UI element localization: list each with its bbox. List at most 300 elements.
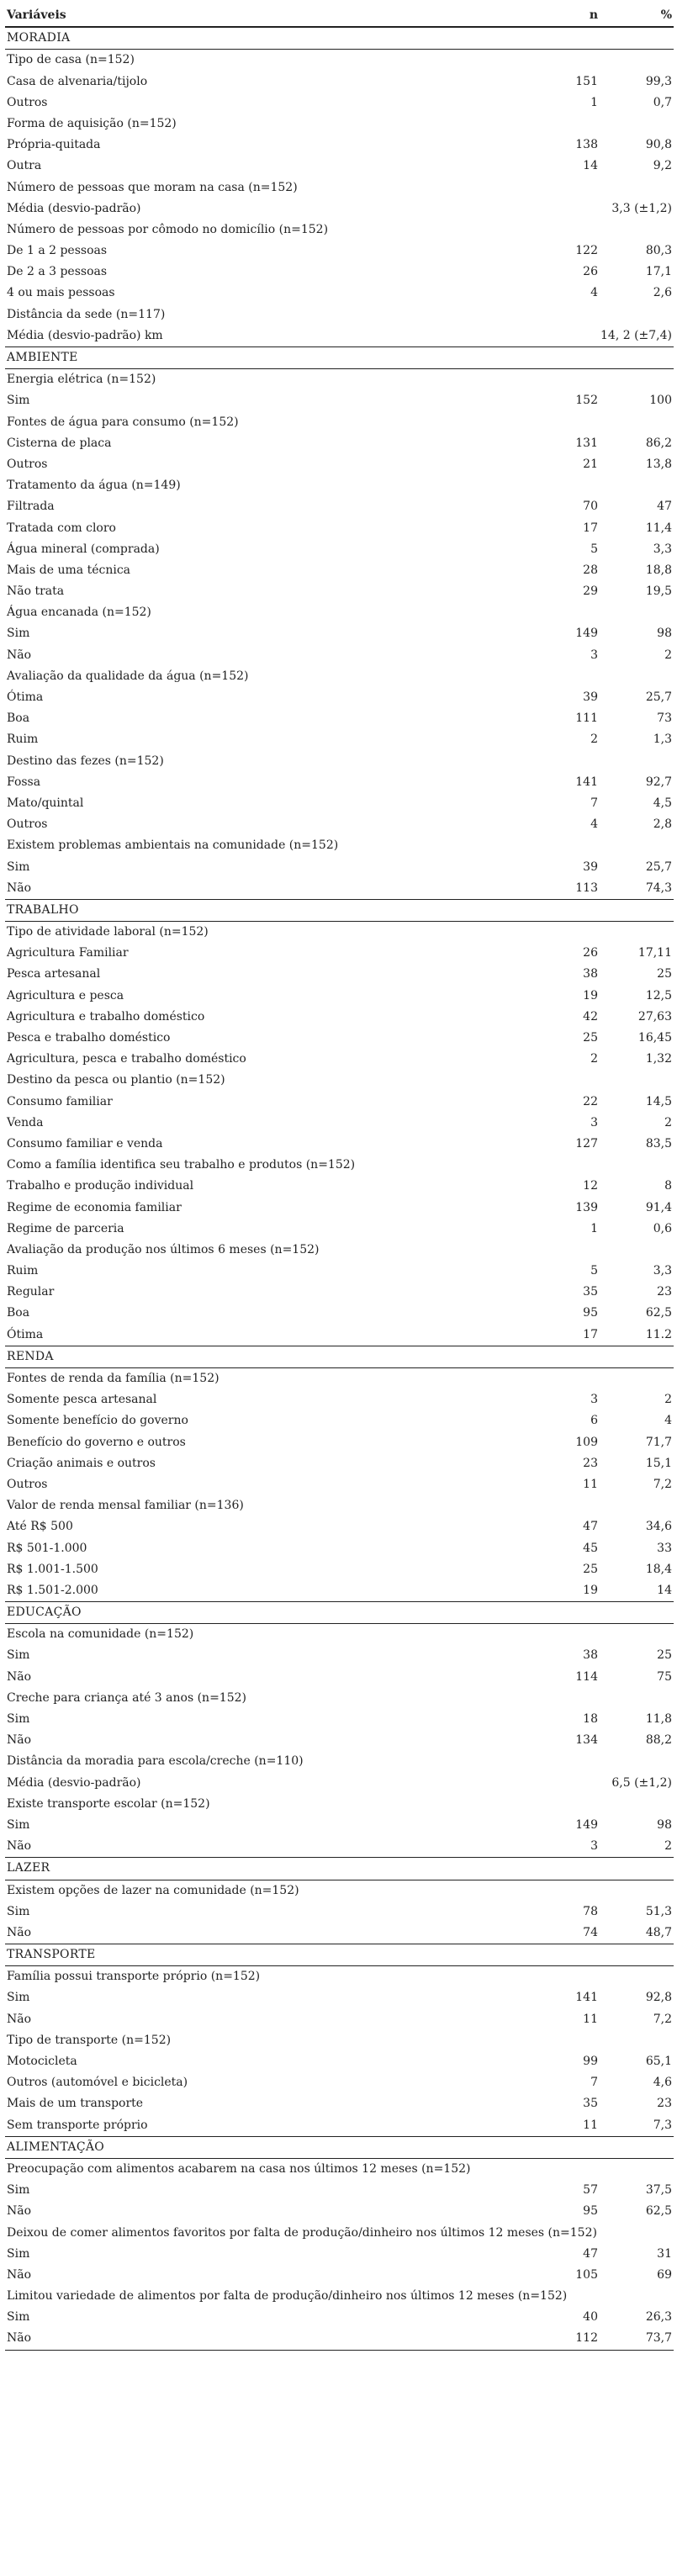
table-row: [5, 1113, 674, 1134]
table-row: [5, 1815, 674, 1836]
count-cell: 3: [590, 648, 598, 662]
header-n: n: [589, 8, 598, 22]
section-header: [5, 1857, 674, 1880]
category-row: [5, 1495, 674, 1516]
percent-cell: 7,3: [653, 2118, 672, 2132]
percent-cell: 2,6: [653, 286, 672, 300]
count-cell: 149: [575, 1817, 598, 1832]
row-label: Não: [7, 881, 32, 895]
row-label: Distância da moradia para escola/creche (n=110): [7, 1754, 304, 1769]
count-cell: 11: [583, 2118, 598, 2132]
count-cell: 127: [575, 1136, 598, 1150]
count-cell: 152: [575, 394, 598, 408]
table-row: [5, 71, 674, 93]
row-label: Boa: [7, 711, 30, 726]
count-cell: 17: [583, 521, 598, 535]
count-cell: 149: [575, 627, 598, 641]
percent-cell: 2: [664, 648, 672, 662]
percent-cell: 15,1: [645, 1456, 672, 1470]
row-label: Fontes de renda da família (n=152): [7, 1372, 219, 1385]
row-label: Não: [7, 2012, 32, 2026]
table-row: [5, 496, 674, 517]
section-title: LAZER: [7, 1861, 50, 1875]
category-row: [5, 1880, 674, 1902]
table-row: [5, 198, 674, 220]
count-cell: 12: [583, 1179, 598, 1193]
percent-cell: 91,4: [645, 1200, 672, 1214]
row-label: Fossa: [7, 775, 41, 789]
percent-cell: 71,7: [645, 1435, 672, 1449]
percent-cell: 23: [657, 2097, 672, 2111]
count-cell: 70: [583, 500, 598, 514]
count-cell: 5: [590, 542, 598, 556]
table-row: [5, 1389, 674, 1410]
section-title: RENDA: [7, 1349, 54, 1363]
row-label: Consumo familiar: [7, 1094, 113, 1108]
percent-cell: 3,3: [653, 1264, 672, 1278]
table-row: [5, 2265, 674, 2286]
table-row: [5, 1559, 674, 1580]
percent-cell: 25: [657, 1648, 672, 1663]
percent-cell: 92,7: [645, 775, 672, 789]
percent-cell: 11,4: [645, 521, 672, 535]
row-label: Não trata: [7, 584, 65, 599]
percent-cell: 51,3: [645, 1904, 672, 1918]
section-title: ALIMENTAÇÃO: [7, 2140, 105, 2154]
header-variables: Variáveis: [7, 8, 66, 22]
table-row: [5, 1474, 674, 1495]
table-row: [5, 1219, 674, 1240]
section-title: AMBIENTE: [7, 351, 78, 364]
category-row: [5, 835, 674, 856]
table-row: [5, 1773, 674, 1794]
percent-cell: 18,8: [645, 563, 672, 577]
percent-cell: 12,5: [645, 988, 672, 1002]
section-header: [5, 1601, 674, 1624]
percent-cell: 65,1: [645, 2055, 672, 2068]
percent-cell: 17,1: [645, 265, 672, 279]
table-header: [5, 5, 674, 27]
percent-cell: 13,8: [645, 457, 672, 471]
count-cell: 95: [583, 1306, 598, 1320]
table-row: [5, 878, 674, 899]
row-label: Mato/quintal: [7, 796, 84, 810]
count-cell: 23: [583, 1456, 598, 1470]
percent-cell: 100: [649, 394, 672, 408]
row-label: Número de pessoas que moram na casa (n=152): [7, 180, 298, 194]
row-label: Mais de um transporte: [7, 2097, 144, 2111]
category-row: [5, 1751, 674, 1772]
count-cell: 7: [590, 2076, 598, 2090]
row-label: Não: [7, 2267, 32, 2282]
percent-cell: 4,5: [653, 796, 672, 810]
category-row: [5, 1794, 674, 1815]
section-title: MORADIA: [7, 31, 71, 45]
table-row: [5, 687, 674, 708]
count-cell: 38: [583, 967, 598, 981]
percent-cell: 27,63: [637, 1009, 672, 1024]
percent-cell: 69: [657, 2267, 672, 2282]
row-label: Destino das fezes (n=152): [7, 754, 164, 768]
percent-cell: 98: [657, 1817, 672, 1832]
percent-cell: 99,3: [645, 74, 672, 88]
percent-cell: 75: [657, 1669, 672, 1684]
percent-cell: 25,7: [645, 860, 672, 874]
row-label: Venda: [7, 1115, 44, 1129]
percent-cell: 26,3: [645, 2310, 672, 2325]
row-label: Média (desvio-padrão): [7, 201, 141, 215]
row-label: Sim: [7, 2310, 30, 2325]
category-row: [5, 177, 674, 198]
row-label: Valor de renda mensal familiar (n=136): [7, 1499, 244, 1513]
percent-cell: 14: [657, 1583, 672, 1597]
count-cell: 25: [583, 1031, 598, 1045]
row-label: Somente benefício do governo: [7, 1414, 188, 1428]
count-cell: 35: [583, 2097, 598, 2111]
count-cell: 114: [575, 1669, 598, 1684]
row-label: Não: [7, 2204, 32, 2219]
row-label: Existem problemas ambientais na comunidade (n=152): [7, 838, 339, 853]
row-label: Não: [7, 1733, 32, 1748]
table-row: [5, 1836, 674, 1857]
count-cell: 28: [583, 563, 598, 577]
row-label: Deixou de comer alimentos favoritos por falta de produção/dinheiro nos últimos 12 meses (n=152): [7, 2225, 597, 2240]
count-cell: 78: [583, 1904, 598, 1918]
percent-cell: 90,8: [645, 138, 672, 152]
row-label: Distância da sede (n=117): [7, 307, 166, 321]
row-label: Tipo de transporte (n=152): [7, 2033, 172, 2047]
table-row: [5, 729, 674, 750]
row-label: Boa: [7, 1306, 30, 1320]
table-row: [5, 1645, 674, 1666]
section-header: [5, 27, 674, 50]
row-label: Outros: [7, 457, 48, 471]
percent-cell: 73: [657, 711, 672, 726]
category-row: [5, 1070, 674, 1091]
row-label: Sim: [7, 860, 30, 874]
table-row: [5, 2072, 674, 2093]
table-row: [5, 93, 674, 114]
row-label: Água mineral (comprada): [7, 542, 160, 556]
percent-cell: 86,2: [645, 436, 672, 450]
row-label: Outros (automóvel e bicicleta): [7, 2076, 188, 2090]
table-row: [5, 454, 674, 475]
row-label: Ruim: [7, 1264, 39, 1278]
row-label: Creche para criança até 3 anos (n=152): [7, 1690, 246, 1705]
percent-cell: 11,8: [645, 1712, 672, 1726]
count-cell: 111: [575, 711, 598, 726]
row-label: Sim: [7, 2246, 30, 2261]
table-row: [5, 857, 674, 878]
count-cell: 4: [590, 286, 598, 300]
count-cell: 19: [583, 988, 598, 1002]
count-cell: 113: [575, 881, 598, 895]
table-row: [5, 1176, 674, 1197]
row-label: Outros: [7, 95, 48, 109]
percent-cell: 37,5: [645, 2183, 672, 2198]
count-cell: 14: [583, 159, 598, 173]
table-row: [5, 1902, 674, 1923]
row-label: Outros: [7, 1477, 48, 1491]
count-cell: 4: [590, 817, 598, 832]
row-label: Tratamento da água (n=149): [7, 479, 181, 493]
row-label: Sim: [7, 1648, 30, 1663]
percent-cell: 0,6: [653, 1221, 672, 1235]
row-label: Limitou variedade de alimentos por falta de produção/dinheiro nos últimos 12 meses (n=152): [7, 2289, 568, 2304]
table-row: [5, 135, 674, 156]
count-cell: 74: [583, 1925, 598, 1939]
category-row: [5, 2223, 674, 2244]
row-label: Tipo de casa (n=152): [7, 53, 135, 67]
category-row: [5, 412, 674, 433]
count-cell: 109: [575, 1435, 598, 1449]
count-cell: 26: [583, 946, 598, 960]
row-label: Mais de uma técnica: [7, 563, 131, 577]
percent-cell: 73,7: [645, 2331, 672, 2346]
count-cell: 138: [575, 138, 598, 152]
row-label: Energia elétrica (n=152): [7, 373, 156, 387]
row-label: Outros: [7, 817, 48, 832]
table-row: [5, 2244, 674, 2265]
row-label: Trabalho e produção individual: [7, 1179, 194, 1193]
percent-cell: 7,2: [653, 2012, 672, 2026]
percent-cell: 25: [657, 967, 672, 981]
section-header: [5, 1944, 674, 1966]
percent-cell: 4: [664, 1414, 672, 1428]
table-row: [5, 241, 674, 262]
percent-cell: 2: [664, 1115, 672, 1129]
table-row: [5, 1516, 674, 1537]
count-cell: 1: [590, 1221, 598, 1235]
row-label: Casa de alvenaria/tijolo: [7, 74, 148, 88]
table-row: [5, 390, 674, 411]
table-row: [5, 772, 674, 793]
row-label: Sim: [7, 394, 30, 408]
row-label: Agricultura e pesca: [7, 988, 124, 1002]
percent-cell: 83,5: [645, 1136, 672, 1150]
row-label: Fontes de água para consumo (n=152): [7, 415, 239, 429]
header-percent: %: [660, 8, 672, 22]
table-row: [5, 2115, 674, 2136]
category-row: [5, 1624, 674, 1645]
category-row: [5, 304, 674, 325]
table-row: [5, 1667, 674, 1688]
row-label: Existe transporte escolar (n=152): [7, 1796, 210, 1811]
percent-cell: 11.2: [645, 1327, 672, 1341]
row-label: Destino da pesca ou plantio (n=152): [7, 1073, 225, 1087]
count-cell: 35: [583, 1285, 598, 1299]
table-row: [5, 1580, 674, 1601]
table-row: [5, 1028, 674, 1049]
row-label: Não: [7, 2331, 32, 2346]
category-row: [5, 50, 674, 71]
percent-cell: 3,3: [653, 542, 672, 556]
mean-sd-cell: 3,3 (±1,2): [611, 201, 672, 215]
row-label: Tipo de atividade laboral (n=152): [7, 925, 209, 939]
table-row: [5, 1730, 674, 1751]
row-label: Tratada com cloro: [7, 521, 116, 535]
section-title: TRANSPORTE: [7, 1948, 96, 1962]
category-row: [5, 475, 674, 496]
percent-cell: 18,4: [645, 1562, 672, 1576]
percent-cell: 48,7: [645, 1925, 672, 1939]
section-title: EDUCAÇÃO: [7, 1605, 82, 1620]
row-label: Não: [7, 1839, 32, 1854]
percent-cell: 2: [664, 1393, 672, 1407]
percent-cell: 17,11: [637, 946, 672, 960]
count-cell: 105: [575, 2267, 598, 2282]
percent-cell: 9,2: [653, 159, 672, 173]
table-row: [5, 325, 674, 346]
table-row: [5, 814, 674, 835]
category-row: [5, 666, 674, 687]
row-label: Filtrada: [7, 500, 55, 514]
row-label: R$ 501-1.000: [7, 1541, 87, 1555]
table-row: [5, 1410, 674, 1431]
count-cell: 3: [590, 1393, 598, 1407]
table-row: [5, 1923, 674, 1944]
count-cell: 18: [583, 1712, 598, 1726]
row-label: Não: [7, 648, 32, 662]
count-cell: 5: [590, 1264, 598, 1278]
row-label: Sim: [7, 627, 30, 641]
category-row: [5, 2159, 674, 2180]
row-label: Número de pessoas por cômodo no domicílio (n=152): [7, 222, 329, 236]
row-label: Escola na comunidade (n=152): [7, 1627, 194, 1642]
row-label: Existem opções de lazer na comunidade (n=152): [7, 1883, 299, 1897]
count-cell: 95: [583, 2204, 598, 2219]
row-label: Regime de parceria: [7, 1221, 124, 1235]
row-label: Regime de economia familiar: [7, 1200, 182, 1214]
count-cell: 2: [590, 1052, 598, 1066]
row-label: Preocupação com alimentos acabarem na casa nos últimos 12 meses (n=152): [7, 2161, 471, 2176]
row-label: R$ 1.501-2.000: [7, 1583, 98, 1597]
table-row: [5, 943, 674, 964]
percent-cell: 74,3: [645, 881, 672, 895]
count-cell: 40: [583, 2310, 598, 2325]
percent-cell: 62,5: [645, 1306, 672, 1320]
row-label: Ruim: [7, 733, 39, 747]
row-label: Cisterna de placa: [7, 436, 112, 450]
row-label: Não: [7, 1925, 32, 1939]
percent-cell: 47: [657, 500, 672, 514]
percent-cell: 34,6: [645, 1520, 672, 1534]
count-cell: 131: [575, 436, 598, 450]
table-row: [5, 708, 674, 729]
table-row: [5, 433, 674, 454]
table-row: [5, 581, 674, 602]
table-row: [5, 986, 674, 1007]
row-label: Sim: [7, 1904, 30, 1918]
count-cell: 47: [583, 1520, 598, 1534]
row-label: Avaliação da produção nos últimos 6 meses (n=152): [7, 1242, 320, 1256]
table-row: [5, 1261, 674, 1282]
category-row: [5, 220, 674, 241]
table-row: [5, 645, 674, 666]
category-row: [5, 602, 674, 623]
percent-cell: 80,3: [645, 244, 672, 258]
category-row: [5, 1240, 674, 1261]
table-row: [5, 2093, 674, 2114]
section-header: [5, 1346, 674, 1368]
category-row: [5, 1368, 674, 1389]
percent-cell: 7,2: [653, 1477, 672, 1491]
category-row: [5, 1688, 674, 1709]
percent-cell: 31: [657, 2246, 672, 2261]
percent-cell: 2: [664, 1839, 672, 1854]
row-label: Pesca e trabalho doméstico: [7, 1031, 171, 1045]
percent-cell: 14,5: [645, 1094, 672, 1108]
table-row: [5, 623, 674, 644]
category-row: [5, 922, 674, 943]
row-label: R$ 1.001-1.500: [7, 1562, 98, 1576]
row-label: Agricultura, pesca e trabalho doméstico: [7, 1052, 246, 1066]
table-row: [5, 539, 674, 560]
row-label: Ótima: [7, 1327, 44, 1341]
percent-cell: 88,2: [645, 1733, 672, 1748]
table-row: [5, 2009, 674, 2030]
row-label: Própria-quitada: [7, 138, 101, 152]
count-cell: 141: [575, 775, 598, 789]
table-row: [5, 1325, 674, 1346]
section-header: [5, 346, 674, 369]
section-header: [5, 2136, 674, 2159]
count-cell: 3: [590, 1115, 598, 1129]
count-cell: 134: [575, 1733, 598, 1748]
count-cell: 26: [583, 265, 598, 279]
percent-cell: 62,5: [645, 2204, 672, 2219]
row-label: Sim: [7, 2183, 30, 2198]
category-row: [5, 751, 674, 772]
data-table: [5, 5, 674, 2351]
row-label: Água encanada (n=152): [7, 606, 151, 620]
count-cell: 39: [583, 690, 598, 704]
percent-cell: 16,45: [637, 1031, 672, 1045]
row-label: Regular: [7, 1285, 55, 1299]
count-cell: 139: [575, 1200, 598, 1214]
table-row: [5, 2201, 674, 2222]
row-label: Como a família identifica seu trabalho e produtos (n=152): [7, 1158, 356, 1172]
count-cell: 22: [583, 1094, 598, 1108]
table-row: [5, 1432, 674, 1453]
percent-cell: 25,7: [645, 690, 672, 704]
count-cell: 6: [590, 1414, 598, 1428]
table-row: [5, 964, 674, 985]
count-cell: 11: [583, 1477, 598, 1491]
category-row: [5, 2030, 674, 2051]
count-cell: 19: [583, 1583, 598, 1597]
category-row: [5, 114, 674, 135]
row-label: Avaliação da qualidade da água (n=152): [7, 669, 249, 683]
percent-cell: 1,3: [653, 733, 672, 747]
count-cell: 1: [590, 95, 598, 109]
percent-cell: 4,6: [653, 2076, 672, 2090]
row-label: Ótima: [7, 690, 44, 704]
category-row: [5, 1966, 674, 1987]
table-row: [5, 1198, 674, 1219]
section-header: [5, 899, 674, 922]
row-label: Outra: [7, 159, 42, 173]
table-row: [5, 1134, 674, 1155]
category-row: [5, 1155, 674, 1176]
table-body: [5, 27, 674, 2350]
row-label: Pesca artesanal: [7, 967, 101, 981]
percent-cell: 98: [657, 627, 672, 641]
table-row: [5, 262, 674, 283]
count-cell: 21: [583, 457, 598, 471]
category-row: [5, 2286, 674, 2307]
row-label: Média (desvio-padrão) km: [7, 328, 163, 342]
